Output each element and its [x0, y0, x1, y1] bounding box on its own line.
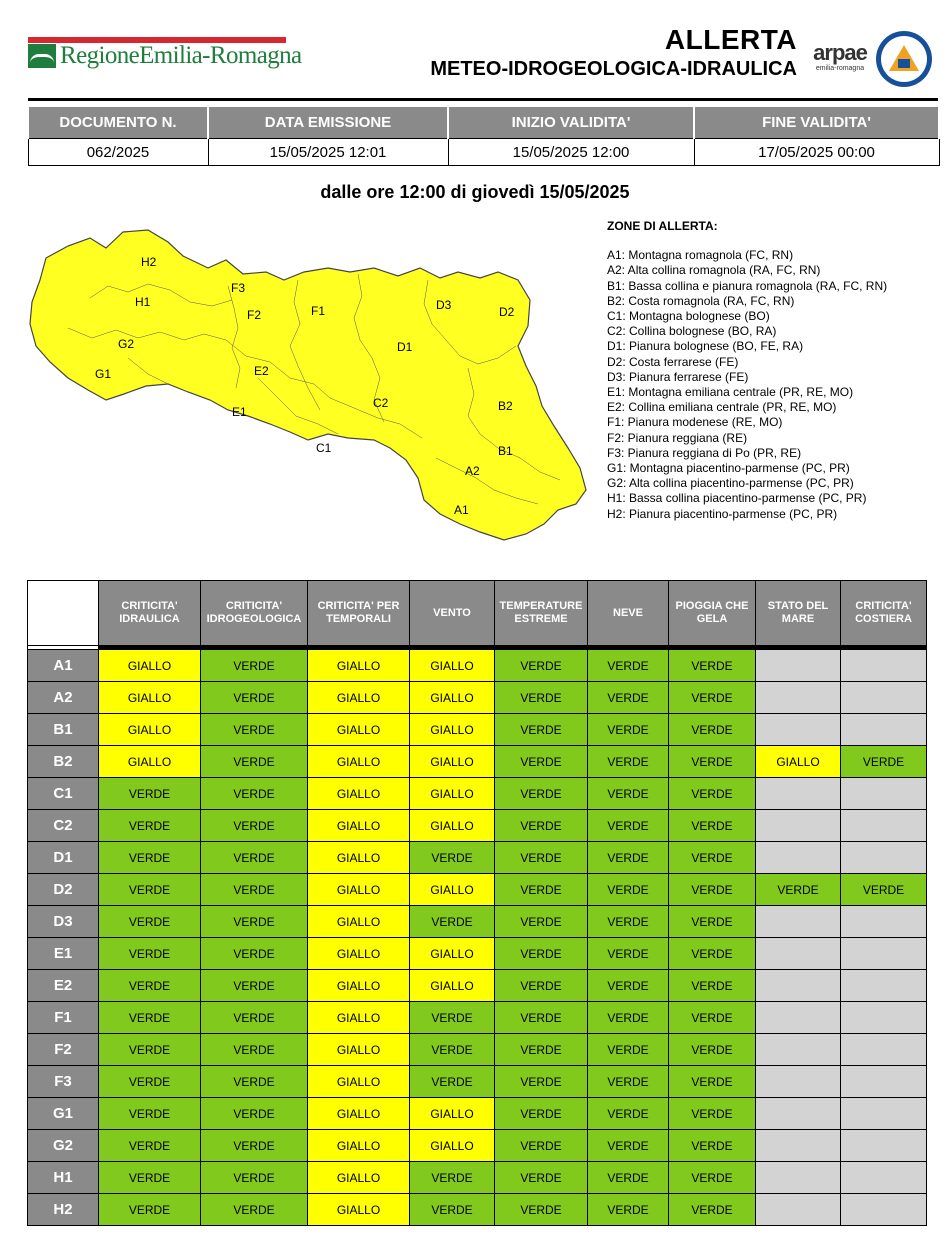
alert-level-cell: VERDE: [588, 970, 668, 1001]
issue-date-value: 15/05/2025 12:01: [208, 139, 448, 166]
alert-level-cell: VERDE: [495, 650, 587, 681]
alert-level-cell: VERDE: [588, 1098, 668, 1129]
alert-level-cell: [756, 1034, 840, 1065]
alert-level-cell: VERDE: [99, 1066, 200, 1097]
alert-level-cell: VERDE: [201, 1162, 307, 1193]
map-label-h1: H1: [135, 295, 151, 309]
alert-level-cell: VERDE: [201, 778, 307, 809]
table-row: [28, 1034, 926, 1065]
alert-level-cell: VERDE: [495, 1002, 587, 1033]
zone-label: G1: [28, 1098, 98, 1129]
legend-item: D2: Costa ferrarese (FE): [607, 354, 739, 369]
table-row: [28, 650, 926, 681]
zone-legend: [607, 219, 887, 522]
table-row: [28, 1002, 926, 1033]
alert-level-cell: GIALLO: [308, 714, 409, 745]
alert-level-cell: VERDE: [99, 1162, 200, 1193]
table-row: [28, 938, 926, 969]
col-header-neve: NEVE: [588, 581, 668, 645]
alert-level-cell: VERDE: [669, 650, 755, 681]
alert-level-cell: VERDE: [99, 1034, 200, 1065]
alert-level-cell: VERDE: [410, 842, 494, 873]
alert-level-cell: GIALLO: [99, 714, 200, 745]
alert-level-cell: VERDE: [588, 906, 668, 937]
alert-level-cell: VERDE: [99, 906, 200, 937]
alert-level-cell: GIALLO: [99, 682, 200, 713]
alert-level-cell: VERDE: [495, 970, 587, 1001]
alert-levels-table: [27, 580, 927, 1226]
alert-level-cell: VERDE: [495, 810, 587, 841]
col-header-stato-mare: STATO DEL MARE: [756, 581, 840, 645]
alert-level-cell: VERDE: [201, 906, 307, 937]
alert-level-cell: VERDE: [669, 1194, 755, 1225]
alert-level-cell: [756, 778, 840, 809]
zone-label: F3: [28, 1066, 98, 1097]
alert-level-cell: [841, 1002, 926, 1033]
alert-level-cell: VERDE: [201, 938, 307, 969]
legend-item: A1: Montagna romagnola (FC, RN): [607, 248, 794, 263]
alert-level-cell: VERDE: [841, 874, 926, 905]
alert-level-cell: VERDE: [495, 778, 587, 809]
alert-level-cell: VERDE: [588, 714, 668, 745]
alert-level-cell: GIALLO: [410, 970, 494, 1001]
alert-level-cell: [841, 682, 926, 713]
alert-level-cell: VERDE: [669, 874, 755, 905]
alert-level-cell: VERDE: [201, 842, 307, 873]
map-label-a1: A1: [454, 503, 469, 517]
table-row: [28, 810, 926, 841]
alert-level-cell: VERDE: [669, 1002, 755, 1033]
alert-level-cell: GIALLO: [308, 1034, 409, 1065]
alert-level-cell: VERDE: [99, 874, 200, 905]
alert-level-cell: [756, 1002, 840, 1033]
alert-level-cell: VERDE: [201, 714, 307, 745]
zone-label: D3: [28, 906, 98, 937]
map-label-c2: C2: [373, 396, 389, 410]
table-row: [28, 714, 926, 745]
map-label-d3: D3: [436, 298, 452, 312]
col-header-costiera: CRITICITA' COSTIERA: [841, 581, 926, 645]
alert-level-cell: [841, 938, 926, 969]
alert-level-cell: VERDE: [201, 1130, 307, 1161]
alert-level-cell: [756, 650, 840, 681]
arpae-logo-name: arpae: [813, 40, 867, 65]
alert-level-cell: VERDE: [495, 1194, 587, 1225]
validity-subtitle: dalle ore 12:00 di giovedì 15/05/2025: [320, 182, 630, 202]
alert-level-cell: GIALLO: [308, 1162, 409, 1193]
header-divider: [28, 98, 938, 101]
alert-level-cell: [756, 1066, 840, 1097]
alert-level-cell: [841, 810, 926, 841]
alert-level-cell: GIALLO: [410, 1130, 494, 1161]
table-row: [28, 1130, 926, 1161]
table-row: [28, 682, 926, 713]
arpae-logo: [808, 42, 872, 73]
alert-level-cell: GIALLO: [99, 746, 200, 777]
alert-level-cell: VERDE: [669, 938, 755, 969]
alert-level-cell: GIALLO: [410, 1098, 494, 1129]
zone-label: H2: [28, 1194, 98, 1225]
alert-level-cell: [841, 778, 926, 809]
alert-level-cell: VERDE: [99, 1130, 200, 1161]
alert-level-cell: [756, 970, 840, 1001]
legend-item: D3: Pianura ferrarese (FE): [607, 369, 749, 384]
arpae-logo-sub: emilia-romagna: [815, 65, 865, 72]
table-row: [28, 778, 926, 809]
alert-level-cell: [756, 906, 840, 937]
alert-level-cell: VERDE: [669, 1034, 755, 1065]
alert-level-cell: VERDE: [410, 1066, 494, 1097]
alert-level-cell: VERDE: [99, 778, 200, 809]
alert-level-cell: GIALLO: [410, 746, 494, 777]
alert-level-cell: VERDE: [669, 810, 755, 841]
alert-level-cell: VERDE: [669, 682, 755, 713]
alert-level-cell: VERDE: [495, 842, 587, 873]
legend-item: G2: Alta collina piacentino-parmense (PC, PR): [607, 476, 854, 491]
zone-label: G2: [28, 1130, 98, 1161]
zone-label: E2: [28, 970, 98, 1001]
alert-level-cell: VERDE: [201, 650, 307, 681]
alert-level-cell: VERDE: [201, 970, 307, 1001]
alert-level-cell: GIALLO: [410, 778, 494, 809]
alert-level-cell: GIALLO: [308, 1130, 409, 1161]
alert-level-cell: GIALLO: [308, 1002, 409, 1033]
alert-level-cell: VERDE: [841, 746, 926, 777]
col-header-idrogeologica: CRITICITA' IDROGEOLOGICA: [201, 581, 307, 645]
alert-level-cell: VERDE: [99, 1002, 200, 1033]
map-label-b2: B2: [498, 399, 513, 413]
validity-start-header: INIZIO VALIDITA': [448, 106, 694, 139]
alert-level-cell: VERDE: [495, 1034, 587, 1065]
map-label-g1: G1: [95, 367, 112, 381]
alert-level-cell: VERDE: [99, 970, 200, 1001]
map-label-f2: F2: [247, 308, 262, 322]
legend-item: A2: Alta collina romagnola (RA, FC, RN): [607, 263, 821, 278]
alert-level-cell: VERDE: [201, 1034, 307, 1065]
alert-level-cell: VERDE: [99, 1098, 200, 1129]
alert-level-cell: GIALLO: [308, 682, 409, 713]
col-header-vento: VENTO: [410, 581, 494, 645]
alert-level-cell: VERDE: [495, 906, 587, 937]
alert-level-cell: VERDE: [201, 1066, 307, 1097]
legend-item: F2: Pianura reggiana (RE): [607, 430, 748, 445]
alert-level-cell: [841, 1162, 926, 1193]
alert-level-cell: VERDE: [669, 1098, 755, 1129]
doc-number-header: DOCUMENTO N.: [28, 106, 208, 139]
validity-end-header: FINE VALIDITA': [694, 106, 939, 139]
alert-level-cell: VERDE: [588, 810, 668, 841]
legend-heading: ZONE DI ALLERTA:: [607, 219, 718, 233]
map-label-b1: B1: [498, 444, 513, 458]
alert-level-cell: VERDE: [201, 682, 307, 713]
alert-level-cell: GIALLO: [308, 1194, 409, 1225]
legend-item: G1: Montagna piacentino-parmense (PC, PR): [607, 461, 850, 476]
alert-level-cell: VERDE: [495, 746, 587, 777]
alert-level-cell: VERDE: [495, 874, 587, 905]
map-label-d1: D1: [397, 340, 413, 354]
alert-level-cell: VERDE: [495, 938, 587, 969]
table-row: [28, 874, 926, 905]
alert-level-cell: VERDE: [99, 842, 200, 873]
validity-start-value: 15/05/2025 12:00: [448, 139, 694, 166]
alert-level-cell: VERDE: [588, 938, 668, 969]
alert-level-cell: GIALLO: [308, 842, 409, 873]
alert-level-cell: VERDE: [756, 874, 840, 905]
map-label-c1: C1: [316, 441, 332, 455]
alert-level-cell: GIALLO: [308, 938, 409, 969]
legend-item: B2: Costa romagnola (RA, FC, RN): [607, 293, 795, 308]
alert-level-cell: VERDE: [588, 1034, 668, 1065]
zone-label: F1: [28, 1002, 98, 1033]
alert-level-cell: [841, 970, 926, 1001]
zone-label: D1: [28, 842, 98, 873]
table-row: [28, 906, 926, 937]
alert-level-cell: VERDE: [588, 1194, 668, 1225]
alert-level-cell: VERDE: [201, 1002, 307, 1033]
alert-level-cell: GIALLO: [308, 1066, 409, 1097]
col-header-temporali: CRITICITA' PER TEMPORALI: [308, 581, 409, 645]
table-corner: [28, 581, 98, 645]
page-subtitle-type: METEO-IDROGEOLOGICA-IDRAULICA: [430, 58, 797, 80]
alert-level-cell: GIALLO: [308, 650, 409, 681]
alert-level-cell: GIALLO: [308, 746, 409, 777]
alert-level-cell: [756, 1194, 840, 1225]
legend-item: D1: Pianura bolognese (BO, FE, RA): [607, 339, 804, 354]
table-row: [28, 970, 926, 1001]
alert-level-cell: [841, 1194, 926, 1225]
zone-label: B2: [28, 746, 98, 777]
table-row: [28, 842, 926, 873]
zone-label: A1: [28, 650, 98, 681]
legend-item: C1: Montagna bolognese (BO): [607, 309, 770, 324]
table-row: [28, 1194, 926, 1225]
alert-level-cell: [756, 714, 840, 745]
alert-level-cell: GIALLO: [410, 874, 494, 905]
legend-item: F3: Pianura reggiana di Po (PR, RE): [607, 445, 802, 460]
alert-level-cell: [756, 682, 840, 713]
alert-level-cell: [841, 842, 926, 873]
alert-level-cell: [841, 1130, 926, 1161]
zone-label: E1: [28, 938, 98, 969]
alert-level-cell: VERDE: [588, 1066, 668, 1097]
alert-level-cell: VERDE: [410, 1034, 494, 1065]
alert-level-cell: VERDE: [201, 1098, 307, 1129]
zone-label: B1: [28, 714, 98, 745]
zone-label: D2: [28, 874, 98, 905]
alert-level-cell: [756, 1162, 840, 1193]
alert-level-cell: VERDE: [669, 906, 755, 937]
alert-level-cell: GIALLO: [308, 874, 409, 905]
alert-level-cell: VERDE: [669, 714, 755, 745]
alert-level-cell: VERDE: [588, 842, 668, 873]
map-label-f1: F1: [311, 304, 326, 318]
alert-level-cell: GIALLO: [410, 938, 494, 969]
alert-level-cell: [841, 650, 926, 681]
alert-level-cell: VERDE: [669, 746, 755, 777]
alert-level-cell: VERDE: [588, 682, 668, 713]
alert-level-cell: GIALLO: [756, 746, 840, 777]
alert-level-cell: [841, 1034, 926, 1065]
alert-level-cell: VERDE: [201, 874, 307, 905]
alert-level-cell: GIALLO: [99, 650, 200, 681]
table-row: [28, 746, 926, 777]
table-row: [28, 1098, 926, 1129]
map-label-h2: H2: [141, 255, 157, 269]
doc-number-value: 062/2025: [28, 139, 208, 166]
legend-item: B1: Bassa collina e pianura romagnola (RA, FC, RN): [607, 278, 888, 293]
alert-level-cell: VERDE: [669, 1162, 755, 1193]
alert-level-cell: [841, 714, 926, 745]
validity-end-value: 17/05/2025 00:00: [694, 139, 939, 166]
alert-level-cell: VERDE: [495, 1098, 587, 1129]
alert-level-cell: [756, 842, 840, 873]
alert-level-cell: GIALLO: [410, 714, 494, 745]
map-label-d2: D2: [499, 305, 515, 319]
alert-level-cell: GIALLO: [308, 810, 409, 841]
alert-level-cell: VERDE: [588, 650, 668, 681]
alert-level-cell: VERDE: [410, 1162, 494, 1193]
alert-level-cell: GIALLO: [410, 682, 494, 713]
map-label-f3: F3: [231, 281, 246, 295]
page-title: ALLERTA: [664, 24, 797, 55]
alert-level-cell: VERDE: [669, 970, 755, 1001]
alert-level-cell: VERDE: [410, 1002, 494, 1033]
alert-level-cell: VERDE: [669, 1130, 755, 1161]
col-header-temperature: TEMPERATURE ESTREME: [495, 581, 587, 645]
legend-item: H2: Pianura piacentino-parmense (PC, PR): [607, 506, 838, 521]
alert-level-cell: GIALLO: [410, 650, 494, 681]
alert-level-cell: [841, 1098, 926, 1129]
alert-level-cell: VERDE: [588, 1130, 668, 1161]
legend-item: E2: Collina emiliana centrale (PR, RE, MO): [607, 400, 837, 415]
alert-level-cell: VERDE: [201, 746, 307, 777]
region-logo-icon: [28, 44, 56, 68]
region-shape: [30, 230, 586, 540]
alert-level-cell: VERDE: [588, 746, 668, 777]
alert-level-cell: [756, 938, 840, 969]
zone-label: A2: [28, 682, 98, 713]
col-header-pioggia-gela: PIOGGIA CHE GELA: [669, 581, 755, 645]
zone-label: F2: [28, 1034, 98, 1065]
region-logo-text: RegioneEmilia-Romagna: [60, 42, 302, 69]
alert-level-cell: VERDE: [669, 778, 755, 809]
alert-level-cell: VERDE: [588, 874, 668, 905]
zone-label: C2: [28, 810, 98, 841]
alert-level-cell: VERDE: [669, 842, 755, 873]
table-row: [28, 1066, 926, 1097]
map-label-e2: E2: [254, 364, 269, 378]
map-label-g2: G2: [118, 337, 135, 351]
alert-level-cell: VERDE: [99, 938, 200, 969]
alert-level-cell: VERDE: [201, 810, 307, 841]
alert-level-cell: VERDE: [588, 1002, 668, 1033]
table-row: [28, 1162, 926, 1193]
alert-level-cell: GIALLO: [308, 1098, 409, 1129]
alert-level-cell: GIALLO: [308, 970, 409, 1001]
zone-label: C1: [28, 778, 98, 809]
alert-level-cell: [841, 1066, 926, 1097]
alert-level-cell: VERDE: [495, 1066, 587, 1097]
alert-level-cell: VERDE: [588, 1162, 668, 1193]
zone-label: H1: [28, 1162, 98, 1193]
legend-item: E1: Montagna emiliana centrale (PR, RE, MO): [607, 385, 854, 400]
alert-level-cell: VERDE: [495, 682, 587, 713]
document-info-table: [27, 105, 940, 166]
alert-level-cell: VERDE: [495, 1130, 587, 1161]
alert-level-cell: VERDE: [669, 1066, 755, 1097]
issue-date-header: DATA EMISSIONE: [208, 106, 448, 139]
alert-level-cell: VERDE: [99, 1194, 200, 1225]
legend-item: C2: Collina bolognese (BO, RA): [607, 324, 777, 339]
col-header-idraulica: CRITICITA' IDRAULICA: [99, 581, 200, 645]
map-label-a2: A2: [465, 464, 480, 478]
alert-level-cell: VERDE: [495, 1162, 587, 1193]
map-label-e1: E1: [232, 405, 247, 419]
legend-item: F1: Pianura modenese (RE, MO): [607, 415, 783, 430]
alert-level-cell: [756, 810, 840, 841]
alert-zones-map: [28, 228, 593, 543]
civil-protection-logo-icon: [876, 31, 932, 87]
alert-level-cell: GIALLO: [308, 906, 409, 937]
alert-level-cell: GIALLO: [308, 778, 409, 809]
alert-level-cell: VERDE: [495, 714, 587, 745]
alert-level-cell: VERDE: [201, 1194, 307, 1225]
legend-item: H1: Bassa collina piacentino-parmense (PC, PR): [607, 491, 867, 506]
alert-level-cell: VERDE: [588, 778, 668, 809]
alert-level-cell: GIALLO: [410, 810, 494, 841]
alert-level-cell: VERDE: [410, 1194, 494, 1225]
alert-level-cell: VERDE: [410, 906, 494, 937]
alert-level-cell: VERDE: [99, 810, 200, 841]
alert-level-cell: [756, 1098, 840, 1129]
alert-level-cell: [756, 1130, 840, 1161]
alert-level-cell: [841, 906, 926, 937]
